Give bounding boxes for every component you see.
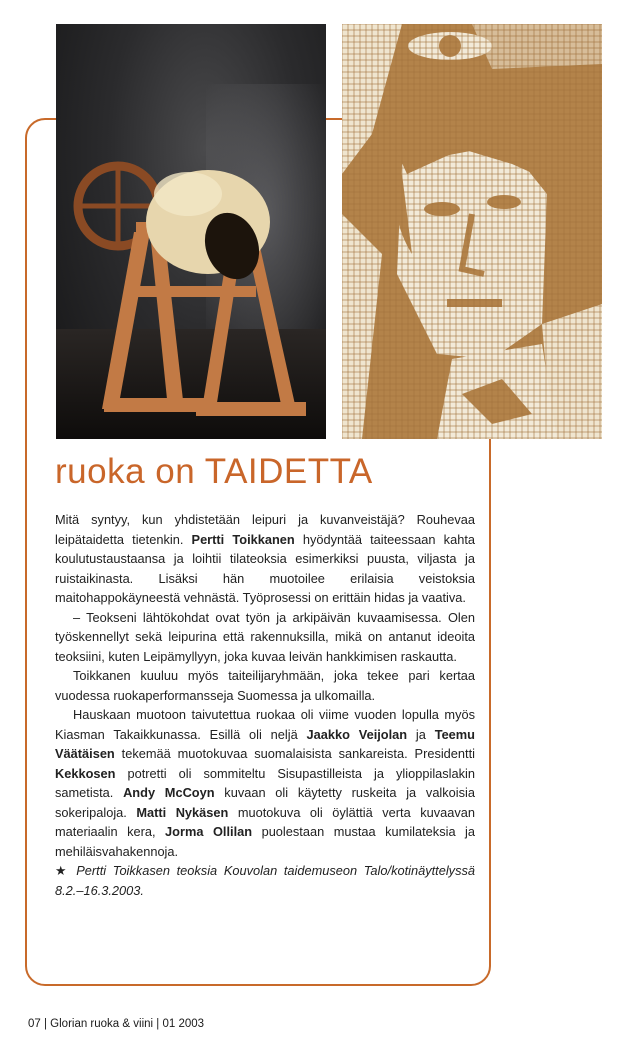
credit-text: Pertti Toikkasen teoksia Kouvolan taidemuseon Talo/kotinäyttelyssä 8.2.–16.3.2003. bbox=[55, 863, 475, 898]
article-paragraph bbox=[55, 705, 475, 861]
paragraph-text: hyödyntää taiteessaan kahta koulutustaustaansa ja loihtii tilateoksia esimerkiksi puusta, viljasta ja ruistaikinasta. Lisäksi hän muotoilee erilaisia veistoksia maitohappokäyneestä vehnästä. Työprosessi on erittäin hidas ja vaativa. bbox=[55, 531, 475, 605]
paragraph-text: Toikkanen kuuluu myös taiteilijaryhmään, joka tekee pari kertaa vuodessa ruokaperformansseja Suomessa ja ulkomailla. bbox=[55, 668, 475, 703]
paragraph-text: tekemää muotokuvaa suomalaisista sankareista. Presidentti bbox=[114, 746, 475, 761]
paragraph-text: Hauskaan muotoon taivutettua ruokaa oli viime vuoden lopulla myös Kiasman Takaikkunassa. Esillä oli neljä bbox=[55, 707, 475, 742]
article-body bbox=[55, 510, 475, 900]
sculpture-photo bbox=[56, 24, 326, 439]
paragraph-text: puolestaan mustaa kumilateksia ja mehiläisvahakennoja. bbox=[55, 824, 476, 859]
exhibition-credit bbox=[55, 861, 475, 900]
mosaic-portrait-photo bbox=[342, 24, 602, 439]
person-name: Pertti Toikkanen bbox=[191, 531, 295, 547]
paragraph-text: muotokuva oli öylättiä verta kuvaavan materiaalin kera, bbox=[55, 804, 475, 839]
paragraph-text: – Teokseni lähtökohdat ovat työn ja arkipäivän kuvaamisessa. Olen työskennellyt sekä leipurina että rakennuksilla, mikä on antanut ideoita teoksiini, kuten Leipämyllyyn, joka kuvaa leivän hankkimisen raskautta. bbox=[55, 609, 475, 664]
person-name: Matti Nykäsen bbox=[136, 804, 229, 820]
article-paragraph bbox=[55, 510, 475, 608]
paragraph-text: potretti oli sommiteltu Sisupastilleista ja ylioppilaslakin sametista. bbox=[55, 765, 475, 800]
person-name: Jorma Ollilan bbox=[165, 824, 253, 839]
page-footer: 07 | Glorian ruoka & viini | 01 2003 bbox=[28, 1018, 205, 1030]
article-paragraph bbox=[55, 608, 475, 667]
paragraph-text: Mitä syntyy, kun yhdistetään leipuri ja kuvanveistäjä? Rouhevaa leipätaidetta tietenkin. bbox=[55, 512, 475, 547]
person-name: Andy McCoyn bbox=[123, 785, 215, 800]
person-name: Teemu Väätäisen bbox=[55, 726, 475, 761]
paragraph-text: ja bbox=[407, 726, 435, 742]
star-icon: ★ bbox=[55, 863, 70, 878]
paragraph-text: kuvaan oli käytetty ruskeita ja valkoisia sokeripaloja. bbox=[55, 785, 475, 820]
article-paragraph bbox=[55, 666, 475, 705]
article-headline: ruoka on TAIDETTA bbox=[55, 452, 373, 491]
person-name: Jaakko Veijolan bbox=[306, 726, 408, 742]
person-name: Kekkosen bbox=[55, 765, 116, 781]
